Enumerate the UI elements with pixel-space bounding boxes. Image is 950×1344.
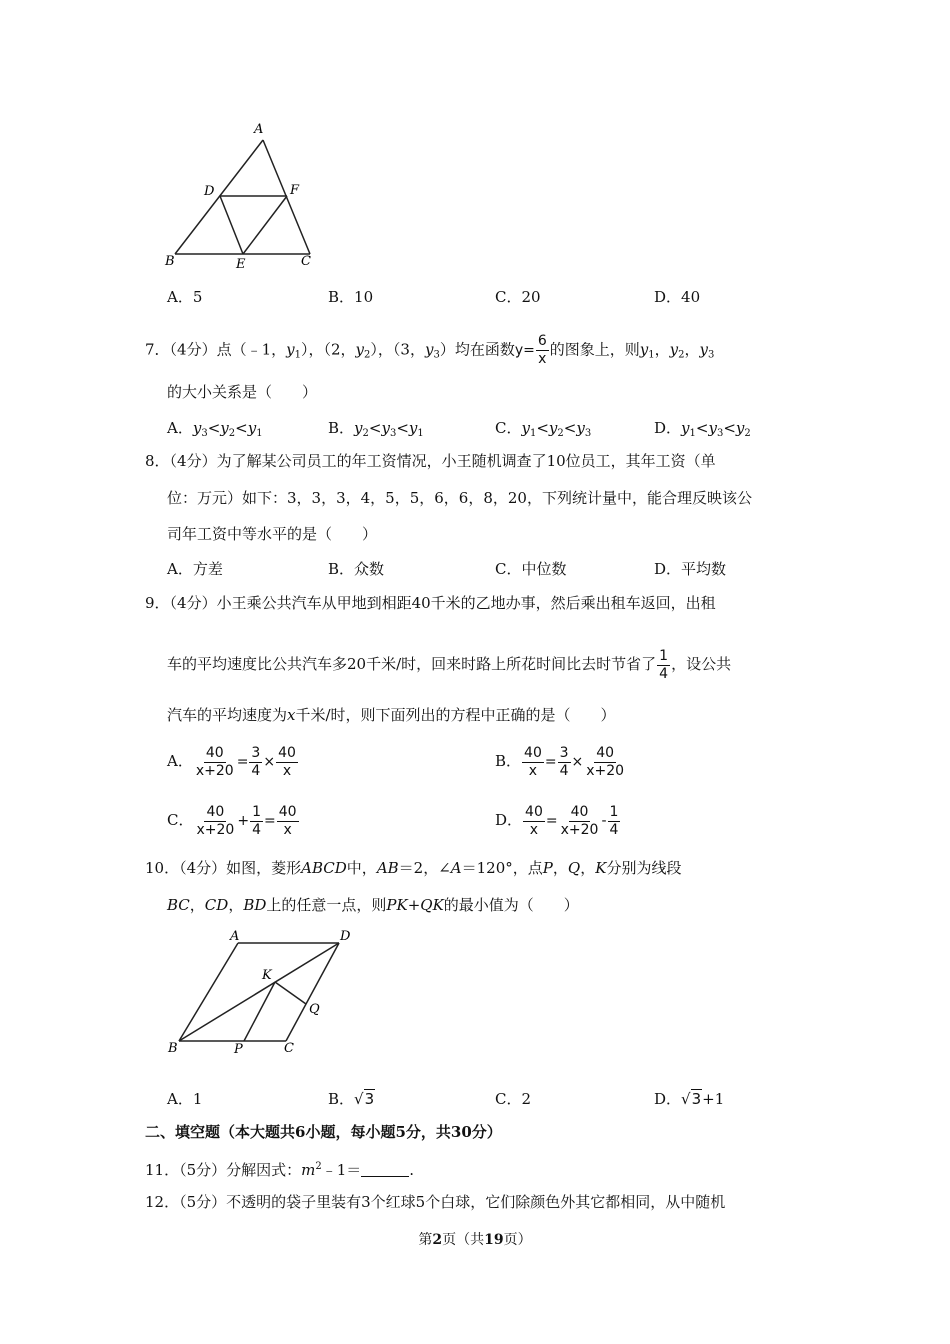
q6-option-c[interactable]: C．20 bbox=[495, 288, 541, 306]
q9-line3: 汽车的平均速度为x千米/时，则下面列出的方程中正确的是（ ） bbox=[167, 706, 616, 724]
label-e: E bbox=[236, 257, 246, 272]
q7-option-a[interactable]: A．$y_3<y_2<y_1$ bbox=[167, 419, 263, 439]
label-d: D bbox=[204, 184, 215, 199]
label-b: B bbox=[168, 1041, 178, 1056]
label-q: Q bbox=[309, 1002, 320, 1017]
q7-options bbox=[167, 417, 847, 439]
q9-option-b[interactable]: B． $\frac{40}{x}$ = $\frac{3}{4}$ × $\frac{40}{x+20}$ bbox=[495, 744, 625, 779]
q7-option-b[interactable]: B．$y_2<y_3<y_1$ bbox=[328, 419, 424, 439]
page-footer: 第2页（共19页） bbox=[418, 1232, 532, 1248]
q10-option-c[interactable]: C．2 bbox=[495, 1090, 532, 1108]
label-b: B bbox=[165, 254, 175, 269]
side-ab bbox=[175, 140, 263, 254]
q12-line1: 12．（5分）不透明的袋子里装有3个红球5个白球，它们除颜色外其它都相同，从中随机 bbox=[145, 1193, 726, 1211]
q10-option-d[interactable]: D．√3+1 bbox=[654, 1090, 725, 1108]
q11-line: 11．（5分）分解因式：$m^2﹣1=$ . bbox=[145, 1161, 415, 1179]
q10-option-a[interactable]: A．1 bbox=[167, 1090, 203, 1108]
q10-options bbox=[167, 1088, 847, 1110]
label-p: P bbox=[234, 1042, 243, 1057]
q6-option-a[interactable]: A．5 bbox=[167, 288, 203, 306]
q10-option-b[interactable]: B．√3 bbox=[328, 1090, 375, 1108]
segment-kq bbox=[275, 982, 306, 1004]
segment-ef bbox=[243, 196, 287, 254]
side-ab bbox=[179, 943, 238, 1041]
q7-option-d[interactable]: D．$y_1<y_3<y_2$ bbox=[654, 419, 751, 439]
q9-option-c[interactable]: C． $\frac{40}{x+20}$ + $\frac{1}{4}$ = $\frac{40}{x}$ bbox=[167, 803, 297, 838]
label-a: A bbox=[254, 122, 264, 137]
q6-options bbox=[167, 286, 847, 308]
diagonal-bd bbox=[179, 943, 339, 1041]
segment-de bbox=[220, 196, 243, 254]
q9-option-d[interactable]: D． $\frac{40}{x}$ = $\frac{40}{x+20}$ - $\frac{1}{4}$ bbox=[495, 803, 619, 838]
q10-line2: BC，CD，BD上的任意一点，则PK+QK的最小值为（ ） bbox=[167, 896, 579, 914]
label-k: K bbox=[262, 968, 272, 983]
q7-function-fraction: $\frac{6}{x}$ bbox=[537, 333, 547, 367]
side-cd bbox=[286, 943, 339, 1041]
q11-answer-blank[interactable] bbox=[361, 1162, 409, 1177]
q8-option-b[interactable]: B．众数 bbox=[328, 560, 385, 578]
q9-fraction-one-quarter: $\frac{1}{4}$ bbox=[659, 647, 669, 682]
q8-options bbox=[167, 558, 847, 580]
q6-option-d[interactable]: D．40 bbox=[654, 288, 701, 306]
label-d: D bbox=[340, 929, 351, 944]
q9-option-a[interactable]: A． $\frac{40}{x+20}$ = $\frac{3}{4}$ × $\frac{40}{x}$ bbox=[167, 744, 296, 779]
q9-line1: 9．（4分）小王乘公共汽车从甲地到相距40千米的乙地办事，然后乘出租车返回，出租 bbox=[145, 594, 716, 612]
q9-line2: 车的平均速度比公共汽车多20千米/时，回来时路上所花时间比去时节省了 $\frac{1}{4}$ ，设公共 bbox=[167, 647, 732, 682]
rhombus-figure bbox=[160, 924, 360, 1059]
q6-option-b[interactable]: B．10 bbox=[328, 288, 374, 306]
q8-option-a[interactable]: A．方差 bbox=[167, 560, 223, 578]
sqrt-symbol: √3 bbox=[681, 1090, 702, 1108]
q8-line1: 8．（4分）为了解某公司员工的年工资情况，小王随机调查了10位员工，其年工资（单 bbox=[145, 452, 716, 470]
label-c: C bbox=[301, 254, 311, 269]
q8-option-c[interactable]: C．中位数 bbox=[495, 560, 567, 578]
sqrt-symbol: √3 bbox=[354, 1090, 375, 1108]
section-heading-fill-in: 二、填空题（本大题共6小题，每小题5分，共30分） bbox=[145, 1123, 502, 1141]
q8-option-d[interactable]: D．平均数 bbox=[654, 560, 727, 578]
label-a: A bbox=[230, 929, 240, 944]
q7-line1: 7．（4分）点（﹣1，$y_1$），（2，$y_2$），（3，$y_3$）均在函数y= $\frac{6}{x}$ 的图象上，则$y_1$，$y_2$，$y_3$ bbox=[145, 333, 715, 367]
q10-line1: 10．（4分）如图，菱形ABCD中，AB＝2，∠A＝120°，点P，Q，K分别为线段 bbox=[145, 859, 682, 877]
q7-line2: 的大小关系是（ ） bbox=[167, 383, 318, 401]
label-c: C bbox=[284, 1041, 294, 1056]
q8-line3: 司年工资中等水平的是（ ） bbox=[167, 525, 378, 543]
q8-line2: 位：万元）如下：3，3，3，4，5，5，6，6，8，20，下列统计量中，能合理反映该公 bbox=[167, 489, 752, 507]
triangle-figure bbox=[160, 118, 330, 276]
label-f: F bbox=[290, 183, 300, 198]
q7-option-c[interactable]: C．$y_1<y_2<y_3$ bbox=[495, 419, 592, 439]
